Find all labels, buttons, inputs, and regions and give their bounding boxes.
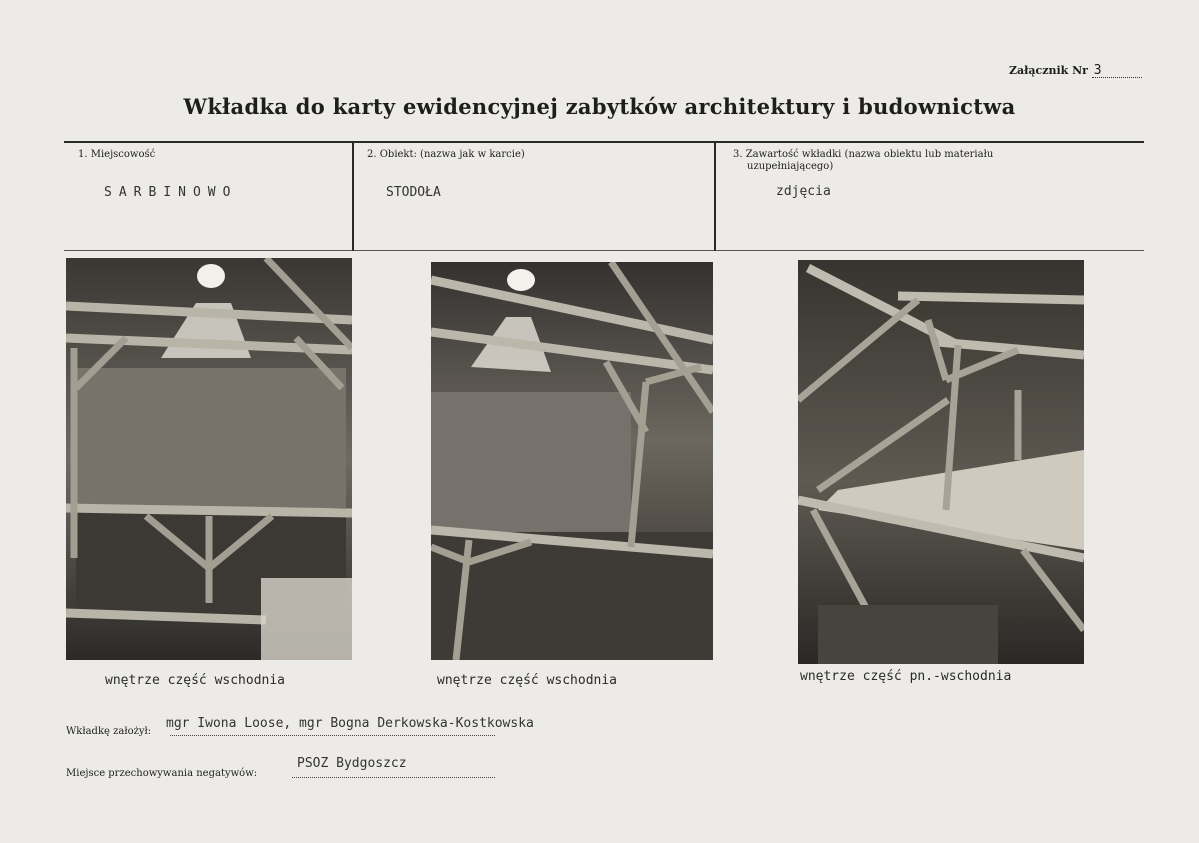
photo-caption-1: wnętrze część wschodnia xyxy=(105,673,286,688)
page-title: Wkładka do karty ewidencyjnej zabytków architektury i budownictwa xyxy=(183,94,1016,119)
photo-barn-interior-1 xyxy=(66,258,352,660)
storage-dotted-line xyxy=(292,776,495,778)
header-bottom-rule xyxy=(64,250,1144,251)
contents-label-line2: uzupełniającego) xyxy=(747,161,834,172)
annex-number xyxy=(1009,64,1142,78)
photo-caption-2: wnętrze część wschodnia xyxy=(437,673,618,688)
author-dotted-line xyxy=(170,734,495,736)
annex-number-value: 3 xyxy=(1092,65,1142,78)
contents-value: zdjęcia xyxy=(776,184,831,199)
locality-label: 1. Miejscowość xyxy=(78,149,156,160)
storage-value: PSOZ Bydgoszcz xyxy=(297,756,407,771)
object-value: STODOŁA xyxy=(386,185,441,200)
locality-value: SARBINOWO xyxy=(104,185,238,200)
author-label: Wkładkę założył: xyxy=(66,726,152,737)
header-top-rule xyxy=(64,141,1144,143)
object-label: 2. Obiekt: (nazwa jak w karcie) xyxy=(367,149,525,160)
photo-barn-interior-3 xyxy=(798,260,1084,664)
storage-label: Miejsce przechowywania negatywów: xyxy=(66,768,258,779)
field-divider-2 xyxy=(714,143,716,251)
photo-caption-3: wnętrze część pn.-wschodnia xyxy=(800,669,1012,684)
contents-label-line1: 3. Zawartość wkładki (nazwa obiektu lub materiału xyxy=(733,149,994,160)
contents-label xyxy=(733,149,993,173)
annex-label: Załącznik Nr xyxy=(1009,64,1088,77)
field-divider-1 xyxy=(352,143,354,251)
photo-barn-interior-2 xyxy=(431,262,713,660)
author-value: mgr Iwona Loose, mgr Bogna Derkowska-Kostkowska xyxy=(166,716,534,731)
